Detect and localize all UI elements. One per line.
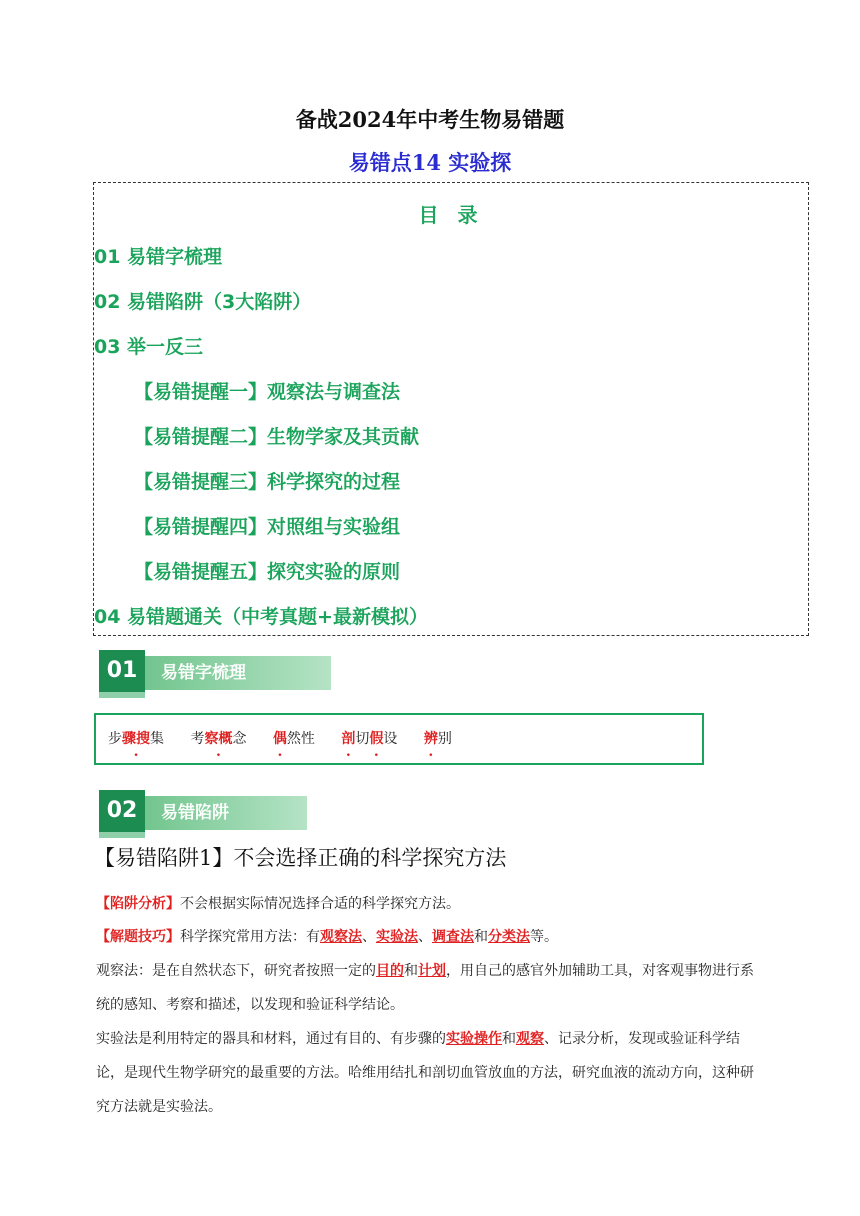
word-item <box>424 731 452 747</box>
keyword: 调查法 <box>432 929 474 945</box>
section-label: 易错字梳理 <box>145 656 331 690</box>
word-item <box>273 731 315 747</box>
keyword: 实验操作 <box>446 1031 502 1047</box>
word-text: 步 <box>108 731 122 747</box>
section-label: 易错陷阱 <box>145 796 307 830</box>
word-item <box>369 731 397 747</box>
obs-text: ，用自己的感官外加辅助工具，对客观事物进行系统的感知、考察和描述，以发现和验证科学结论。 <box>96 963 754 1013</box>
experiment-paragraph <box>96 1022 766 1124</box>
toc-item: 【易错提醒四】对照组与实验组 <box>134 516 401 538</box>
section-number: 01 <box>99 650 145 692</box>
toc-item: 【易错提醒二】生物学家及其贡献 <box>134 426 420 448</box>
word-text: 考 <box>190 731 205 747</box>
exp-text: 和 <box>502 1031 516 1047</box>
word-text: 切 <box>355 731 370 747</box>
toc-item: 【易错提醒三】科学探究的过程 <box>134 471 401 493</box>
exp-text: 实验法是利用特定的器具和材料，通过有目的、有步骤的 <box>96 1031 446 1047</box>
keyword: 观察法 <box>320 929 362 945</box>
trap-title: 【易错陷阱1】不会选择正确的科学探究方法 <box>94 846 507 870</box>
trap-analysis <box>96 887 766 921</box>
toc-item: 02 易错陷阱（3大陷阱） <box>94 291 312 313</box>
keyword: 分类法 <box>488 929 530 945</box>
keyword: 观察 <box>516 1031 544 1047</box>
page-title: 备战2024年中考生物易错题 <box>295 107 565 132</box>
analysis-tag: 【陷阱分析】 <box>96 896 180 912</box>
keyword: 实验法 <box>376 929 418 945</box>
keyword: 计划 <box>418 963 446 979</box>
word-text: 然性 <box>286 731 315 747</box>
tips-end: 等。 <box>530 929 558 945</box>
toc-heading: 目 录 <box>418 203 484 227</box>
word-item <box>341 731 369 747</box>
section-number: 02 <box>99 790 145 832</box>
word-highlight: 辨 <box>423 731 438 747</box>
word-text: 集 <box>150 731 164 747</box>
word-text: 念 <box>232 731 247 747</box>
toc-item: 04 易错题通关（中考真题+最新模拟） <box>94 606 428 628</box>
keyword: 目的 <box>376 963 404 979</box>
word-highlight: 假 <box>369 731 384 747</box>
word-item <box>108 731 164 747</box>
word-text: 别 <box>437 731 452 747</box>
separator: 、 <box>362 929 376 945</box>
conjunction: 和 <box>474 929 488 945</box>
obs-text: 和 <box>404 963 418 979</box>
toc-item: 【易错提醒五】探究实验的原则 <box>134 561 401 583</box>
word-list <box>108 728 474 748</box>
word-highlight: 骤搜 <box>122 731 150 747</box>
observation-paragraph <box>96 954 766 1022</box>
obs-text: 观察法：是在自然状态下，研究者按照一定的 <box>96 963 376 979</box>
tips-text: 科学探究常用方法：有 <box>180 929 320 945</box>
toc-item: 03 举一反三 <box>94 336 204 358</box>
word-text: 设 <box>383 731 398 747</box>
toc-item: 【易错提醒一】观察法与调查法 <box>134 381 401 403</box>
exp-text: 、记录分析，发现或验证科学结论，是现代生物学研究的最重要的方法。哈维用结扎和剖切血管放血的方法，研究血液的流动方向，这种研究方法就是实验法。 <box>96 1031 754 1115</box>
word-highlight: 察概 <box>204 731 233 747</box>
word-item <box>190 731 246 747</box>
page-subtitle: 易错点14 实验探 <box>348 150 512 175</box>
toc-item: 01 易错字梳理 <box>94 246 223 268</box>
analysis-text: 不会根据实际情况选择合适的科学探究方法。 <box>180 896 460 912</box>
separator: 、 <box>418 929 432 945</box>
trap-tips <box>96 920 766 954</box>
word-highlight: 剖 <box>341 731 356 747</box>
word-highlight: 偶 <box>272 731 287 747</box>
tips-tag: 【解题技巧】 <box>96 929 180 945</box>
